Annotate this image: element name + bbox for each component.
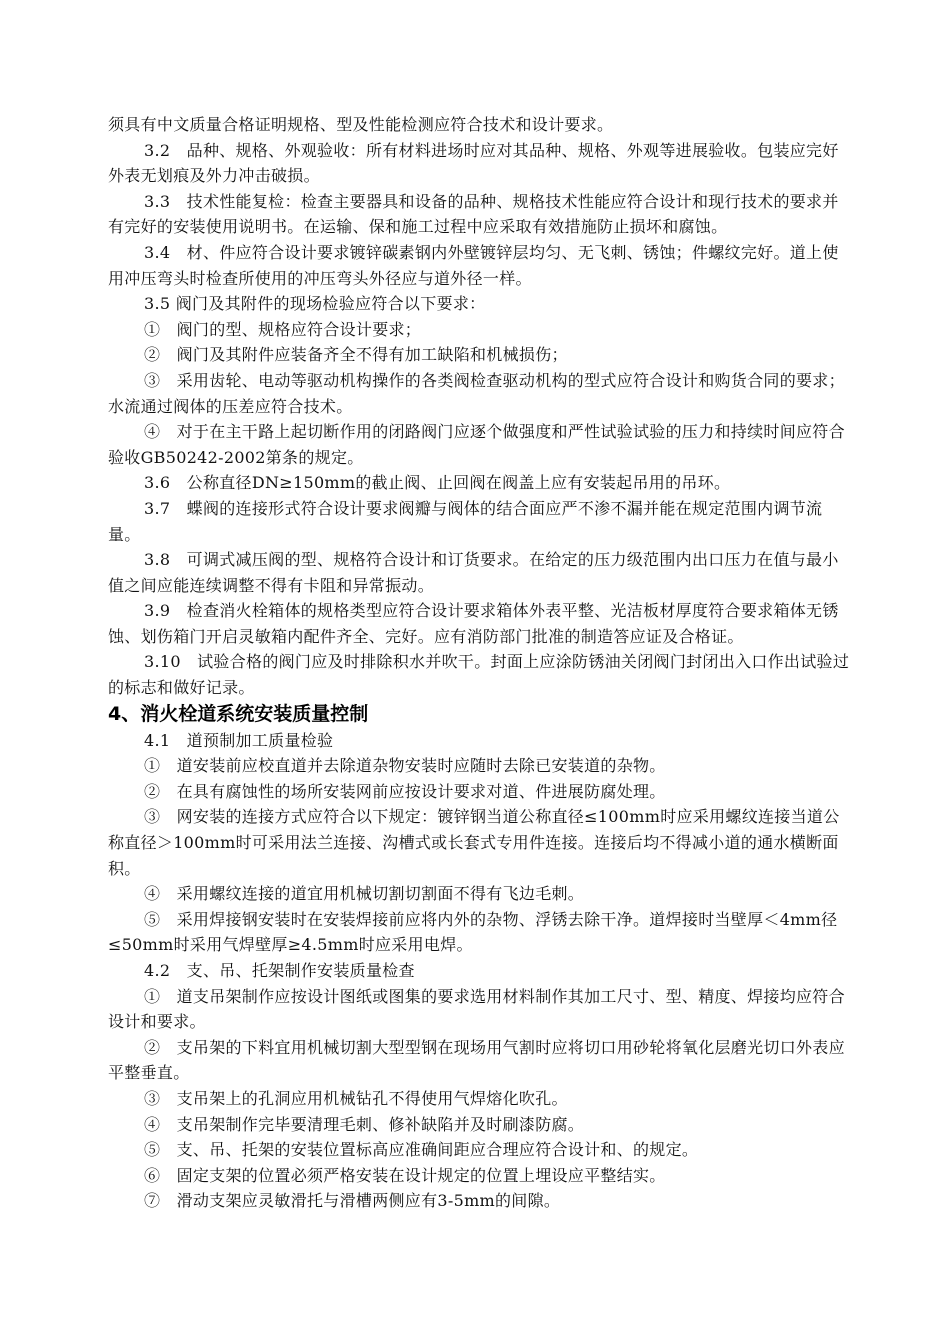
list-item-4-1-5: ⑤ 采用焊接钢安装时在安装焊接前应将内外的杂物、浮锈去除干净。道焊接时当壁厚＜4mm径≤50mm时采用气焊壁厚≥4.5mm时应采用电焊。 [108, 909, 838, 955]
list-item-4-1-3: ③ 网安装的连接方式应符合以下规定：镀锌钢当道公称直径≤100mm时应采用螺纹连接当道公称直径＞100mm时可采用法兰连接、沟槽式或长套式专用件连接。连接后均不得减小道的通水横断面积。 [108, 807, 840, 878]
paragraph-3-10: 3.10 试验合格的阀门应及时排除积水并吹干。封面上应涂防锈油关闭阀门封闭出入口作出试验过的标志和做好记录。 [108, 652, 850, 698]
paragraph-4-1: 4.1 道预制加工质量检验 [144, 730, 334, 750]
section-heading: 4、消火栓道系统安装质量控制 [108, 702, 369, 725]
paragraph-3-3: 3.3 技术性能复检：检查主要器具和设备的品种、规格技术性能应符合设计和现行技术的要求并有完好的安装使用说明书。在运输、保和施工过程中应采取有效措施防止损坏和腐蚀。 [108, 191, 839, 237]
list-item-4-1-2: ② 在具有腐蚀性的场所安装网前应按设计要求对道、件进展防腐处理。 [144, 781, 666, 801]
list-item-4-2-4: ④ 支吊架制作完毕要清理毛刺、修补缺陷并及时刷漆防腐。 [144, 1114, 585, 1134]
paragraph-3-2: 3.2 品种、规格、外观验收：所有材料进场时应对其品种、规格、外观等进展验收。包装应完好外表无划痕及外力冲击破损。 [108, 140, 839, 186]
list-item-4-2-5: ⑤ 支、吊、托架的安装位置标高应准确间距应合理应符合设计和、的规定。 [144, 1140, 699, 1160]
list-item-3-5-1: ① 阀门的型、规格应符合设计要求； [144, 319, 422, 339]
document-body [108, 112, 850, 1214]
list-item-4-2-2: ② 支吊架的下料宜用机械切割大型型钢在现场用气割时应将切口用砂轮将氧化层磨光切口外表应平整垂直。 [108, 1037, 845, 1083]
list-item-3-5-3: ③ 采用齿轮、电动等驱动机构操作的各类阀检查驱动机构的型式应符合设计和购货合同的要求；水流通过阀体的压差应符合技术。 [108, 370, 845, 416]
paragraph-3-7: 3.7 蝶阀的连接形式符合设计要求阀瓣与阀体的结合面应严不渗不漏并能在规定范围内调节流量。 [108, 498, 823, 544]
paragraph-3-9: 3.9 检查消火栓箱体的规格类型应符合设计要求箱体外表平整、光洁板材厚度符合要求箱体无锈蚀、划伤箱门开启灵敏箱内配件齐全、完好。应有消防部门批准的制造答应证及合格证。 [108, 601, 839, 646]
paragraph-3-5: 3.5 阀门及其附件的现场检验应符合以下要求： [144, 294, 486, 314]
paragraph-3-8: 3.8 可调式减压阀的型、规格符合设计和订货要求。在给定的压力级范围内出口压力在值与最小值之间应能连续调整不得有卡阻和异常振动。 [108, 550, 839, 595]
paragraph-4-2: 4.2 支、吊、托架制作安装质量检查 [144, 961, 415, 980]
paragraph-3-6: 3.6 公称直径DN≥150mm的截止阀、止回阀在阀盖上应有安装起吊用的吊环。 [144, 473, 731, 493]
list-item-4-2-1: ① 道支吊架制作应按设计图纸或图集的要求选用材料制作其加工尺寸、型、精度、焊接均应符合设计和要求。 [108, 986, 845, 1032]
list-item-4-1-1: ① 道安装前应校直道并去除道杂物安装时应随时去除已安装道的杂物。 [144, 756, 666, 776]
list-item-4-2-3: ③ 支吊架上的孔洞应用机械钻孔不得使用气焊熔化吹孔。 [144, 1088, 568, 1108]
list-item-4-1-4: ④ 采用螺纹连接的道宜用机械切割切割面不得有飞边毛刺。 [144, 884, 585, 904]
list-item-4-2-7: ⑦ 滑动支架应灵敏滑托与滑槽两侧应有3-5mm的间隙。 [144, 1191, 561, 1211]
list-item-4-2-6: ⑥ 固定支架的位置必须严格安装在设计规定的位置上埋设应平整结实。 [144, 1165, 666, 1185]
paragraph-continuation: 须具有中文质量合格证明规格、型及性能检测应符合技术和设计要求。 [108, 115, 614, 134]
list-item-3-5-4: ④ 对于在主干路上起切断作用的闭路阀门应逐个做强度和严性试验试验的压力和持续时间应符合验收GB50242-2002第条的规定。 [108, 422, 845, 467]
paragraph-3-4: 3.4 材、件应符合设计要求镀锌碳素钢内外壁镀锌层均匀、无飞刺、锈蚀；件螺纹完好。道上使用冲压弯头时检查所使用的冲压弯头外径应与道外径一样。 [108, 242, 839, 288]
list-item-3-5-2: ② 阀门及其附件应装备齐全不得有加工缺陷和机械损伤； [144, 345, 568, 365]
